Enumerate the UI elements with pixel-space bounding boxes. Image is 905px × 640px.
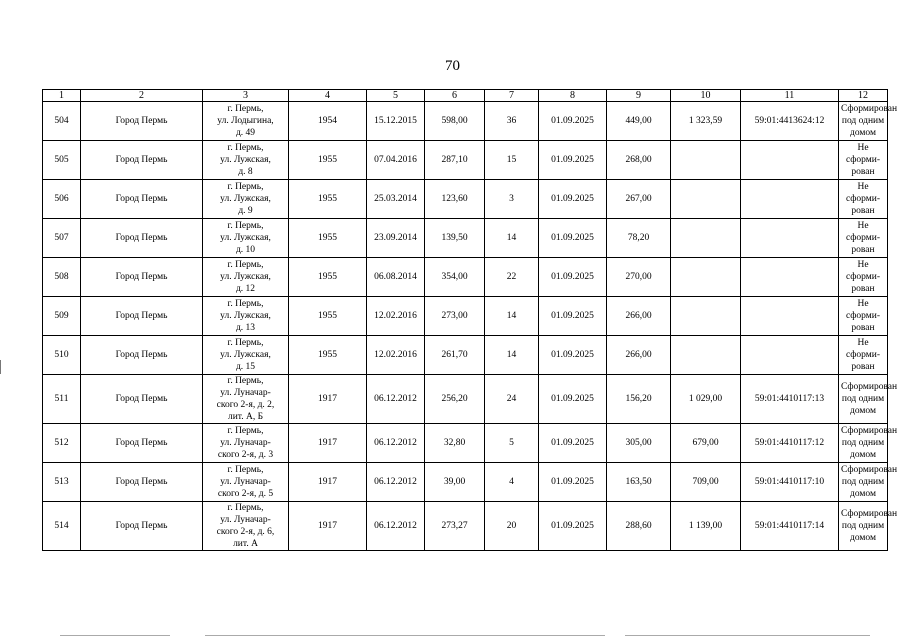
municipality-cell: Город Пермь xyxy=(81,258,203,297)
land-area-cell: 156,20 xyxy=(607,375,671,424)
address-cell-line: ского 2-я, д. 6, xyxy=(216,527,275,537)
date-cell: 12.02.2016 xyxy=(367,336,425,375)
column-header: 9 xyxy=(607,90,671,102)
column-number-row xyxy=(43,90,888,102)
row-number-cell: 506 xyxy=(43,180,81,219)
address-cell-line: ул. Лужская, xyxy=(220,272,271,282)
row-number-cell: 507 xyxy=(43,219,81,258)
address-cell-line: ул. Лужская, xyxy=(220,350,271,360)
plot-status-cell xyxy=(839,219,888,258)
plot-area-cell: 1 029,00 xyxy=(671,375,741,424)
plot-area-cell xyxy=(671,258,741,297)
row-number-cell: 504 xyxy=(43,102,81,141)
plot-status-cell-line: домом xyxy=(850,128,876,138)
address-cell xyxy=(203,463,289,502)
date-cell: 25.03.2014 xyxy=(367,180,425,219)
plot-status-cell xyxy=(839,463,898,502)
plot-status-cell-line: под одним xyxy=(841,477,885,487)
plot-area-cell: 709,00 xyxy=(671,463,741,502)
land-area-cell: 305,00 xyxy=(607,424,671,463)
column-header: 8 xyxy=(539,90,607,102)
address-cell-line: д. 8 xyxy=(238,167,253,177)
plot-status-cell-line: Не сформи- xyxy=(845,338,881,360)
housing-register-table xyxy=(42,89,898,551)
plot-status-cell-line: Сформирован xyxy=(841,382,898,392)
address-cell-line: ул. Лужская, xyxy=(220,311,271,321)
plot-status-cell-line: домом xyxy=(850,533,876,543)
plot-status-cell-line: рован xyxy=(851,284,875,294)
address-cell xyxy=(203,424,289,463)
table-row xyxy=(43,102,888,141)
land-area-cell: 288,60 xyxy=(607,502,671,551)
column-header: 4 xyxy=(289,90,367,102)
row-number-cell: 511 xyxy=(43,375,81,424)
date-cell: 06.12.2012 xyxy=(367,375,425,424)
year-built-cell: 1917 xyxy=(289,502,367,551)
plot-status-cell xyxy=(839,258,888,297)
year-built-cell: 1917 xyxy=(289,424,367,463)
municipality-cell: Город Пермь xyxy=(81,375,203,424)
cadastral-number-cell: 59:01:4410117:10 xyxy=(741,463,839,502)
plot-status-cell-line: рован xyxy=(851,323,875,333)
address-cell xyxy=(203,375,289,424)
footer-scan-line xyxy=(625,635,870,636)
address-cell-line: д. 10 xyxy=(235,245,256,255)
address-cell-line: ул. Луначар- xyxy=(220,515,271,525)
address-cell-line: д. 12 xyxy=(235,284,256,294)
table-row xyxy=(43,375,888,424)
land-area-cell: 270,00 xyxy=(607,258,671,297)
plot-status-cell-line: под одним xyxy=(841,116,885,126)
area-cell: 123,60 xyxy=(425,180,485,219)
address-cell xyxy=(203,180,289,219)
municipality-cell: Город Пермь xyxy=(81,336,203,375)
area-cell: 354,00 xyxy=(425,258,485,297)
column-header: 3 xyxy=(203,90,289,102)
municipality-cell: Город Пермь xyxy=(81,141,203,180)
row-number-cell: 513 xyxy=(43,463,81,502)
area-cell: 287,10 xyxy=(425,141,485,180)
plot-status-cell-line: Не сформи- xyxy=(845,182,881,204)
residents-cell: 24 xyxy=(485,375,539,424)
municipality-cell: Город Пермь xyxy=(81,219,203,258)
land-area-cell: 266,00 xyxy=(607,336,671,375)
plot-area-cell xyxy=(671,297,741,336)
year-built-cell: 1955 xyxy=(289,219,367,258)
deadline-date-cell: 01.09.2025 xyxy=(539,219,607,258)
plot-status-cell-line: домом xyxy=(850,406,876,416)
address-cell-line: ул. Луначар- xyxy=(220,438,271,448)
table-body xyxy=(43,102,898,551)
land-area-cell: 266,00 xyxy=(607,297,671,336)
deadline-date-cell: 01.09.2025 xyxy=(539,180,607,219)
address-cell xyxy=(203,502,289,551)
plot-status-cell xyxy=(839,375,898,424)
address-cell-line: г. Пермь, xyxy=(227,338,264,348)
column-header: 1 xyxy=(43,90,81,102)
address-cell-line: ул. Лужская, xyxy=(220,194,271,204)
address-cell-line: г. Пермь, xyxy=(227,376,264,386)
address-cell-line: лит. А xyxy=(233,539,258,549)
date-cell: 06.12.2012 xyxy=(367,502,425,551)
cadastral-number-cell xyxy=(741,258,839,297)
cadastral-number-cell xyxy=(741,180,839,219)
plot-status-cell xyxy=(839,424,898,463)
plot-status-cell-line: Сформирован xyxy=(841,104,898,114)
column-header: 11 xyxy=(741,90,839,102)
municipality-cell: Город Пермь xyxy=(81,502,203,551)
deadline-date-cell: 01.09.2025 xyxy=(539,297,607,336)
area-cell: 39,00 xyxy=(425,463,485,502)
cadastral-number-cell: 59:01:4410117:14 xyxy=(741,502,839,551)
land-area-cell: 268,00 xyxy=(607,141,671,180)
plot-area-cell: 1 323,59 xyxy=(671,102,741,141)
plot-status-cell-line: рован xyxy=(851,167,875,177)
cadastral-number-cell: 59:01:4410117:13 xyxy=(741,375,839,424)
address-cell-line: г. Пермь, xyxy=(227,426,264,436)
cadastral-number-cell xyxy=(741,141,839,180)
table-row xyxy=(43,219,888,258)
table-row xyxy=(43,463,888,502)
address-cell xyxy=(203,336,289,375)
municipality-cell: Город Пермь xyxy=(81,463,203,502)
table-row xyxy=(43,180,888,219)
plot-status-cell-line: Не сформи- xyxy=(845,260,881,282)
deadline-date-cell: 01.09.2025 xyxy=(539,336,607,375)
plot-status-cell-line: Сформирован xyxy=(841,509,898,519)
area-cell: 139,50 xyxy=(425,219,485,258)
address-cell-line: ского 2-я, д. 5 xyxy=(217,489,274,499)
deadline-date-cell: 01.09.2025 xyxy=(539,375,607,424)
plot-status-cell-line: домом xyxy=(850,489,876,499)
residents-cell: 4 xyxy=(485,463,539,502)
area-cell: 273,00 xyxy=(425,297,485,336)
address-cell-line: лит. А, Б xyxy=(227,412,264,422)
plot-status-cell-line: Не сформи- xyxy=(845,299,881,321)
footer-scan-line xyxy=(205,635,605,636)
address-cell-line: г. Пермь, xyxy=(227,299,264,309)
address-cell-line: ского 2-я, д. 3 xyxy=(217,450,274,460)
address-cell xyxy=(203,141,289,180)
address-cell-line: д. 15 xyxy=(235,362,256,372)
table-row xyxy=(43,141,888,180)
table-row xyxy=(43,424,888,463)
residents-cell: 14 xyxy=(485,297,539,336)
deadline-date-cell: 01.09.2025 xyxy=(539,502,607,551)
address-cell-line: д. 49 xyxy=(235,128,256,138)
cadastral-number-cell xyxy=(741,219,839,258)
land-area-cell: 449,00 xyxy=(607,102,671,141)
residents-cell: 5 xyxy=(485,424,539,463)
land-area-cell: 163,50 xyxy=(607,463,671,502)
area-cell: 32,80 xyxy=(425,424,485,463)
row-number-cell: 508 xyxy=(43,258,81,297)
area-cell: 273,27 xyxy=(425,502,485,551)
municipality-cell: Город Пермь xyxy=(81,180,203,219)
column-header: 7 xyxy=(485,90,539,102)
scan-edge-mark xyxy=(0,360,1,374)
deadline-date-cell: 01.09.2025 xyxy=(539,258,607,297)
year-built-cell: 1955 xyxy=(289,297,367,336)
plot-area-cell xyxy=(671,219,741,258)
column-header: 6 xyxy=(425,90,485,102)
area-cell: 256,20 xyxy=(425,375,485,424)
cadastral-number-cell: 59:01:4410117:12 xyxy=(741,424,839,463)
plot-status-cell-line: под одним xyxy=(841,394,885,404)
municipality-cell: Город Пермь xyxy=(81,102,203,141)
plot-status-cell xyxy=(839,336,888,375)
address-cell-line: г. Пермь, xyxy=(227,260,264,270)
deadline-date-cell: 01.09.2025 xyxy=(539,102,607,141)
plot-status-cell-line: под одним xyxy=(841,438,885,448)
deadline-date-cell: 01.09.2025 xyxy=(539,141,607,180)
year-built-cell: 1954 xyxy=(289,102,367,141)
row-number-cell: 505 xyxy=(43,141,81,180)
plot-status-cell-line: под одним xyxy=(841,521,885,531)
address-cell-line: ул. Лодыгина, xyxy=(217,116,274,126)
plot-area-cell xyxy=(671,180,741,219)
address-cell-line: г. Пермь, xyxy=(227,104,264,114)
address-cell-line: д. 9 xyxy=(238,206,253,216)
plot-status-cell xyxy=(839,502,898,551)
address-cell-line: г. Пермь, xyxy=(227,182,264,192)
address-cell-line: д. 13 xyxy=(235,323,256,333)
address-cell-line: ул. Лужская, xyxy=(220,233,271,243)
table-row xyxy=(43,258,888,297)
year-built-cell: 1917 xyxy=(289,375,367,424)
address-cell xyxy=(203,258,289,297)
residents-cell: 22 xyxy=(485,258,539,297)
date-cell: 15.12.2015 xyxy=(367,102,425,141)
address-cell-line: ул. Лужская, xyxy=(220,155,271,165)
residents-cell: 36 xyxy=(485,102,539,141)
address-cell-line: г. Пермь, xyxy=(227,143,264,153)
residents-cell: 15 xyxy=(485,141,539,180)
area-cell: 261,70 xyxy=(425,336,485,375)
plot-area-cell: 1 139,00 xyxy=(671,502,741,551)
column-header: 5 xyxy=(367,90,425,102)
date-cell: 23.09.2014 xyxy=(367,219,425,258)
table-row xyxy=(43,502,888,551)
address-cell-line: г. Пермь, xyxy=(227,503,264,513)
residents-cell: 3 xyxy=(485,180,539,219)
municipality-cell: Город Пермь xyxy=(81,297,203,336)
column-header: 10 xyxy=(671,90,741,102)
plot-status-cell-line: Не сформи- xyxy=(845,143,881,165)
column-header: 12 xyxy=(839,90,888,102)
land-area-cell: 267,00 xyxy=(607,180,671,219)
plot-status-cell-line: рован xyxy=(851,362,875,372)
cadastral-number-cell: 59:01:4413624:12 xyxy=(741,102,839,141)
deadline-date-cell: 01.09.2025 xyxy=(539,424,607,463)
footer-scan-line xyxy=(60,635,170,636)
address-cell xyxy=(203,297,289,336)
date-cell: 12.02.2016 xyxy=(367,297,425,336)
date-cell: 06.12.2012 xyxy=(367,424,425,463)
table-row xyxy=(43,336,888,375)
year-built-cell: 1955 xyxy=(289,141,367,180)
plot-status-cell xyxy=(839,180,888,219)
plot-area-cell: 679,00 xyxy=(671,424,741,463)
address-cell-line: ул. Луначар- xyxy=(220,388,271,398)
municipality-cell: Город Пермь xyxy=(81,424,203,463)
page-number: 70 xyxy=(445,58,460,74)
row-number-cell: 514 xyxy=(43,502,81,551)
land-area-cell: 78,20 xyxy=(607,219,671,258)
plot-area-cell xyxy=(671,336,741,375)
residents-cell: 14 xyxy=(485,219,539,258)
plot-status-cell xyxy=(839,141,888,180)
residents-cell: 14 xyxy=(485,336,539,375)
plot-status-cell-line: рован xyxy=(851,245,875,255)
plot-status-cell xyxy=(839,297,888,336)
address-cell-line: г. Пермь, xyxy=(227,221,264,231)
year-built-cell: 1917 xyxy=(289,463,367,502)
address-cell-line: г. Пермь, xyxy=(227,465,264,475)
row-number-cell: 509 xyxy=(43,297,81,336)
address-cell-line: ул. Луначар- xyxy=(220,477,271,487)
year-built-cell: 1955 xyxy=(289,258,367,297)
column-header: 2 xyxy=(81,90,203,102)
address-cell-line: ского 2-я, д. 2, xyxy=(216,400,275,410)
date-cell: 06.12.2012 xyxy=(367,463,425,502)
area-cell: 598,00 xyxy=(425,102,485,141)
plot-status-cell-line: Не сформи- xyxy=(845,221,881,243)
address-cell xyxy=(203,102,289,141)
year-built-cell: 1955 xyxy=(289,180,367,219)
plot-area-cell xyxy=(671,141,741,180)
residents-cell: 20 xyxy=(485,502,539,551)
date-cell: 06.08.2014 xyxy=(367,258,425,297)
year-built-cell: 1955 xyxy=(289,336,367,375)
plot-status-cell-line: рован xyxy=(851,206,875,216)
plot-status-cell xyxy=(839,102,898,141)
row-number-cell: 510 xyxy=(43,336,81,375)
cadastral-number-cell xyxy=(741,336,839,375)
cadastral-number-cell xyxy=(741,297,839,336)
plot-status-cell-line: Сформирован xyxy=(841,465,898,475)
plot-status-cell-line: домом xyxy=(850,450,876,460)
deadline-date-cell: 01.09.2025 xyxy=(539,463,607,502)
table-row xyxy=(43,297,888,336)
address-cell xyxy=(203,219,289,258)
plot-status-cell-line: Сформирован xyxy=(841,426,898,436)
date-cell: 07.04.2016 xyxy=(367,141,425,180)
row-number-cell: 512 xyxy=(43,424,81,463)
